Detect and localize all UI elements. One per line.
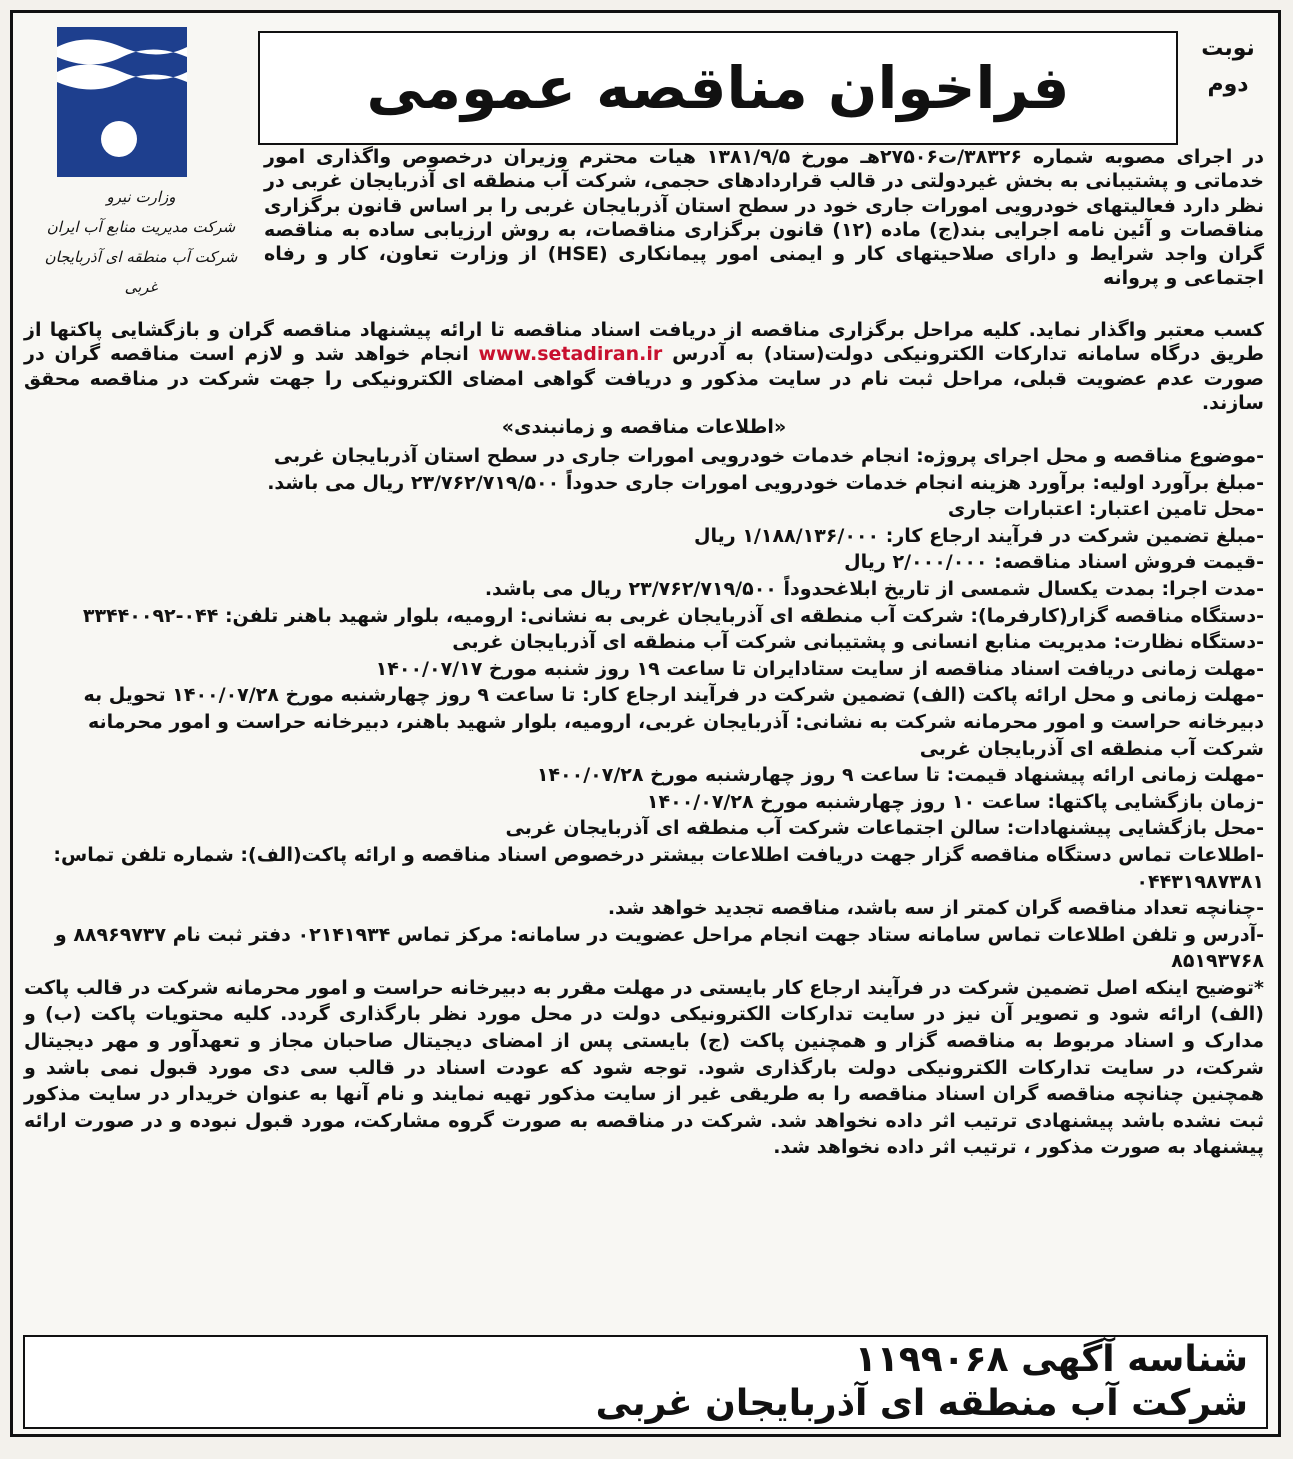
list-item: -اطلاعات تماس دستگاه مناقصه گزار جهت دریافت اطلاعات بیشتر درخصوص اسناد مناقصه و ارائه پاکت(الف): شماره تلفن تماس: ۰۴۴۳۱۹۸۷۳۸۱ [53,843,1264,893]
ad-page [10,10,1281,1437]
section-title: «اطلاعات مناقصه و زمانبندی» [501,416,787,439]
intro-paragraph [264,145,1264,291]
setad-link[interactable]: www.setadiran.ir [478,343,663,366]
list-item: -موضوع مناقصه و محل اجرای پروژه: انجام خدمات خودرویی امورات جاری در سطح استان آذربایجان غربی [273,445,1264,467]
footer-company: شرکت آب منطقه ای آذربایجان غربی [595,1383,1248,1424]
intro-text-2a: کسب معتبر واگذار نماید. کلیه مراحل برگزاری مناقصه از دریافت اسناد مناقصه تا ارائه پیشنهاد مناقصه گران و بازگشایی پاکتها از طریق درگاه سامانه تدارکات الکترونیکی دولت(ستاد) به آدرس [24,319,1264,366]
list-item: -دستگاه نظارت: مدیریت منابع انسانی و پشتیبانی شرکت آب منطقه ای آذربایجان غربی [452,631,1264,654]
water-logo-icon [57,27,187,177]
intro-paragraph-2 [24,318,1264,439]
list-item: -مبلغ برآورد اولیه: برآورد هزینه انجام خدمات خودرویی امورات جاری حدوداً ۲۳/۷۶۲/۷۱۹/۵۰۰ ریال می باشد. [267,471,1264,494]
tender-info-list [24,443,1264,1161]
badge-line2: دوم [1207,72,1249,97]
intro-text-2b: انجام خواهد شد و لازم است مناقصه گران در صورت عدم عضویت قبلی، مراحل ثبت نام در سایت مذکور و دریافت گواهی امضای الکترونیکی را جهت شرکت در مناقصه محقق سازند. [24,343,1264,414]
list-item: -محل بازگشایی پیشنهادات: سالن اجتماعات شرکت آب منطقه ای آذربایجان غربی [505,817,1264,840]
ad-id: شناسه آگهی ۱۱۹۹۰۶۸ [854,1339,1248,1380]
company-name-1: شرکت مدیریت منابع آب ایران [46,218,236,236]
list-item: -آدرس و تلفن اطلاعات تماس سامانه ستاد جهت انجام مراحل عضویت در سامانه: مرکز تماس ۰۲۱۴۱۹۳۴ دفتر ثبت نام ۸۸۹۶۹۷۳۷ و ۸۵۱۹۳۷۶۸ [54,923,1264,973]
logo [31,27,241,296]
page-title: فراخوان مناقصه عمومی [366,54,1070,122]
intro-text-1: در اجرای مصوبه شماره ۳۸۳۲۶/ت۲۷۵۰۶هـ مورخ ۱۳۸۱/۹/۵ هیات محترم وزیران درخصوص واگذاری امور خدماتی و پشتیبانی به بخش غیردولتی در قالب قراردادهای حجمی، شرکت آب منطقه ای آذربایجان غربی در نظر دارد فعالیتهای خودرویی امورات جاری خود در سطح استان آذربایجان غربی را بر اساس قانون برگزاری مناقصات و آئین نامه اجرایی بند(ج) ماده (۱۲) قانون برگزاری مناقصات، به روش ارزیابی ساده به مناقصه گران واجد شرایط و دارای صلاحیتهای کار و ایمنی امور پیمانکاری (HSE) از وزارت تعاون، کار و رفاه اجتماعی و پروانه [264,146,1265,290]
list-item: -مهلت زمانی ارائه پیشنهاد قیمت: تا ساعت ۹ روز چهارشنبه مورخ ۱۴۰۰/۰۷/۲۸ [536,764,1264,787]
list-item: -محل تامین اعتبار: اعتبارات جاری [947,498,1264,521]
company-name-2: شرکت آب منطقه ای آذربایجان غربی [44,248,238,296]
list-item: -مبلغ تضمین شرکت در فرآیند ارجاع کار: ۱/۱۸۸/۱۳۶/۰۰۰ ریال [694,524,1264,547]
footer-banner [23,1335,1268,1429]
title-box [258,31,1178,145]
list-item: -مهلت زمانی و محل ارائه پاکت (الف) تضمین شرکت در فرآیند ارجاع کار: تا ساعت ۹ روز چهارشنبه مورخ ۱۴۰۰/۰۷/۲۸ تحویل به دبیرخانه حراست و امور محرمانه شرکت به نشانی: آذربایجان غربی، ارومیه، بلوار شهید باهنر، دبیرخانه حراست و امور محرمانه شرکت آب منطقه ای آذربایجان غربی [83,684,1264,760]
list-item: -مدت اجرا: بمدت یکسال شمسی از تاریخ ابلاغحدوداً ۲۳/۷۶۲/۷۱۹/۵۰۰ ریال می باشد. [484,577,1264,600]
list-item: -مهلت زمانی دریافت اسناد مناقصه از سایت ستادایران تا ساعت ۱۹ روز شنبه مورخ ۱۴۰۰/۰۷/۱۷ [375,657,1264,680]
ministry-name: وزارت نیرو [106,188,176,206]
list-item: -قیمت فروش اسناد مناقصه: ۲/۰۰۰/۰۰۰ ریال [844,551,1264,574]
list-item: -چنانچه تعداد مناقصه گران کمتر از سه باشد، مناقصه تجدید خواهد شد. [607,897,1264,920]
logo-caption [31,182,251,302]
round-badge [1188,31,1268,103]
list-item: *توضیح اینکه اصل تضمین شرکت در فرآیند ارجاع کار بایستی در مهلت مقرر به دبیرخانه حراست و امور محرمانه شرکت در قالب پاکت (الف) ارائه شود و تصویر آن نیز در سایت تدارکات الکترونیکی دولت در محل مورد نظر بارگذاری گردد. کلیه محتویات پاکت (ب) و مدارک و اسناد مربوط به مناقصه گزار و همچنین پاکت (ج) بایستی پس از امضای دیجیتال صاحبان مجاز و تعهدآور و مهر دیجیتال شرکت، در سایت تدارکات الکترونیکی دولت بارگذاری شود. توجه شود که عودت اسناد در قالب سی دی مورد قبول نمی باشد و همچنین چنانچه مناقصه گران اسناد مناقصه را به طریقی غیر از سایت مذکور تهیه نمایند و نام آنها به عنوان خریدار در سایت مذکور ثبت نشده باشد پیشنهادی ترتیب اثر داده نخواهد شد. شرکت در مناقصه به صورت گروه مشارکت، مورد قبول نبوده و در صورت ارائه پیشنهاد به صورت مذکور ، ترتیب اثر داده نخواهد شد. [24,976,1264,1159]
badge-line1: نوبت [1201,36,1255,61]
list-item: -دستگاه مناقصه گزار(کارفرما): شرکت آب منطقه ای آذربایجان غربی به نشانی: ارومیه، بلوار شهید باهنر تلفن: ۰۴۴-۳۳۴۴۰۰۹۲ [82,604,1264,627]
list-item: -زمان بازگشایی پاکتها: ساعت ۱۰ روز چهارشنبه مورخ ۱۴۰۰/۰۷/۲۸ [646,790,1264,813]
